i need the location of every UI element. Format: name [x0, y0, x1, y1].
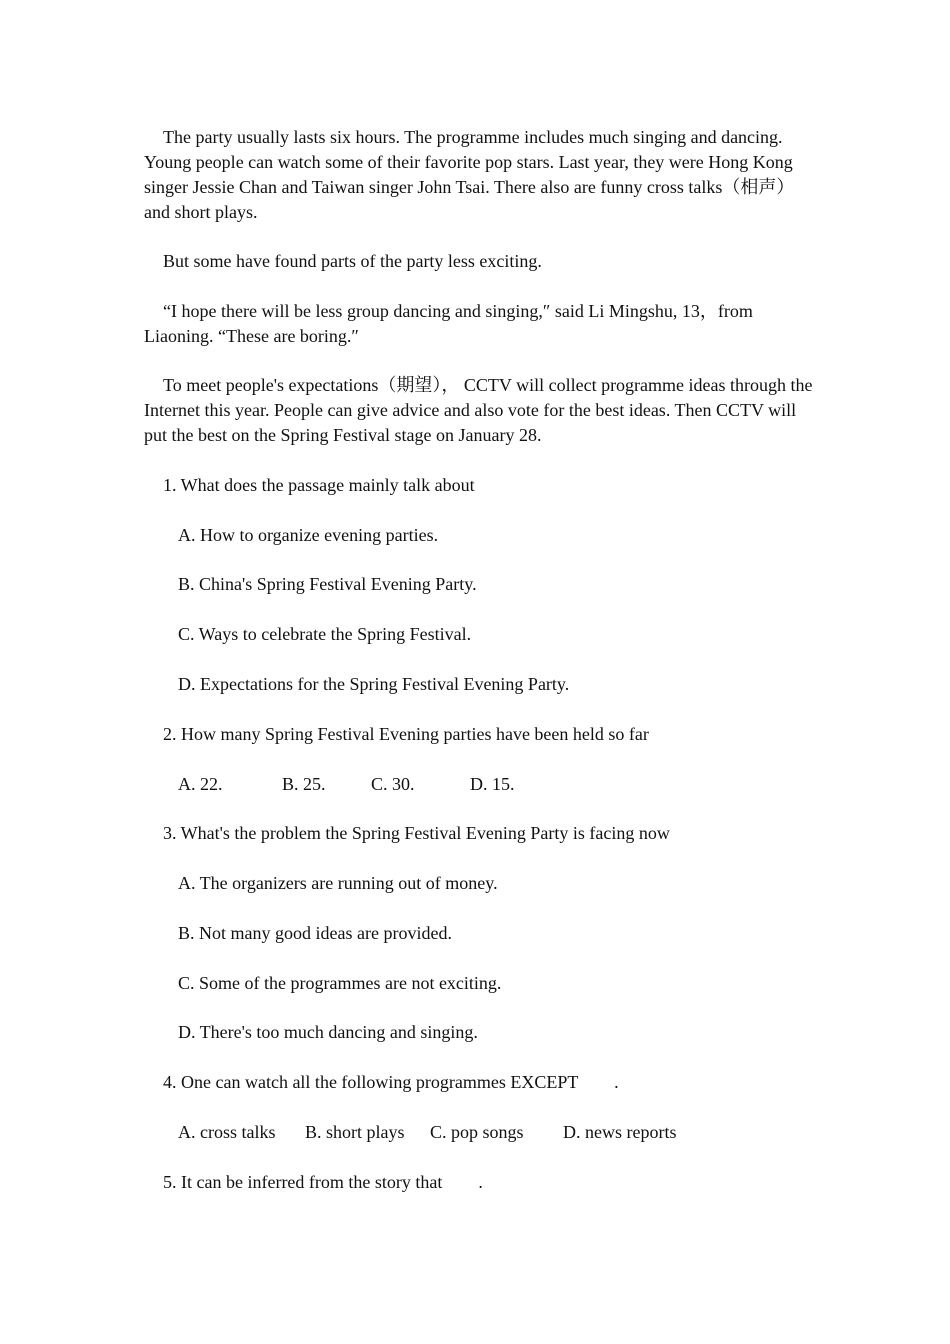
question-2-option-b: B. 25.	[282, 774, 326, 794]
question-4-option-b: B. short plays	[305, 1122, 405, 1142]
passage-paragraph-2: But some have found parts of the party less exciting.	[163, 251, 542, 271]
question-3-stem: 3. What's the problem the Spring Festival Evening Party is facing now	[163, 823, 670, 843]
question-1-option-c: C. Ways to celebrate the Spring Festival.	[178, 624, 472, 644]
question-2-option-a: A. 22.	[178, 774, 223, 794]
question-2-option-d: D. 15.	[470, 774, 515, 794]
passage-paragraph-1: The party usually lasts six hours. The programme includes much singing and dancing. Young people can watch some of their favorite pop stars. Last year, they were Hong Kong singer Jessie Chan and Taiwan singer John Tsai. There also are funny cross talks（相声）and short plays.	[144, 127, 795, 222]
question-1-option-a: A. How to organize evening parties.	[178, 525, 439, 545]
question-4-stem: 4. One can watch all the following programmes EXCEPT .	[163, 1072, 619, 1092]
question-1-option-d: D. Expectations for the Spring Festival Evening Party.	[178, 674, 570, 694]
question-3-option-b: B. Not many good ideas are provided.	[178, 923, 452, 943]
passage-paragraph-4: To meet people's expectations（期望）， CCTV will collect programme ideas through the Internet this year. People can give advice and also vote for the best ideas. Then CCTV will put the best on the Spring Festival stage on January 28.	[144, 375, 813, 445]
question-4-option-c: C. pop songs	[430, 1122, 524, 1142]
question-4-option-a: A. cross talks	[178, 1122, 276, 1142]
question-1-option-b: B. China's Spring Festival Evening Party.	[178, 574, 477, 594]
passage-paragraph-3: “I hope there will be less group dancing and singing,″ said Li Mingshu, 13，from Liaoning. “These are boring.″	[144, 301, 753, 346]
question-3-option-d: D. There's too much dancing and singing.	[178, 1022, 478, 1042]
question-5-stem: 5. It can be inferred from the story that .	[163, 1172, 483, 1192]
question-2-option-c: C. 30.	[371, 774, 415, 794]
question-1-stem: 1. What does the passage mainly talk about	[163, 475, 475, 495]
question-4-option-d: D. news reports	[563, 1122, 677, 1142]
question-2-stem: 2. How many Spring Festival Evening parties have been held so far	[163, 724, 649, 744]
question-3-option-c: C. Some of the programmes are not exciting.	[178, 973, 502, 993]
question-3-option-a: A. The organizers are running out of money.	[178, 873, 498, 893]
